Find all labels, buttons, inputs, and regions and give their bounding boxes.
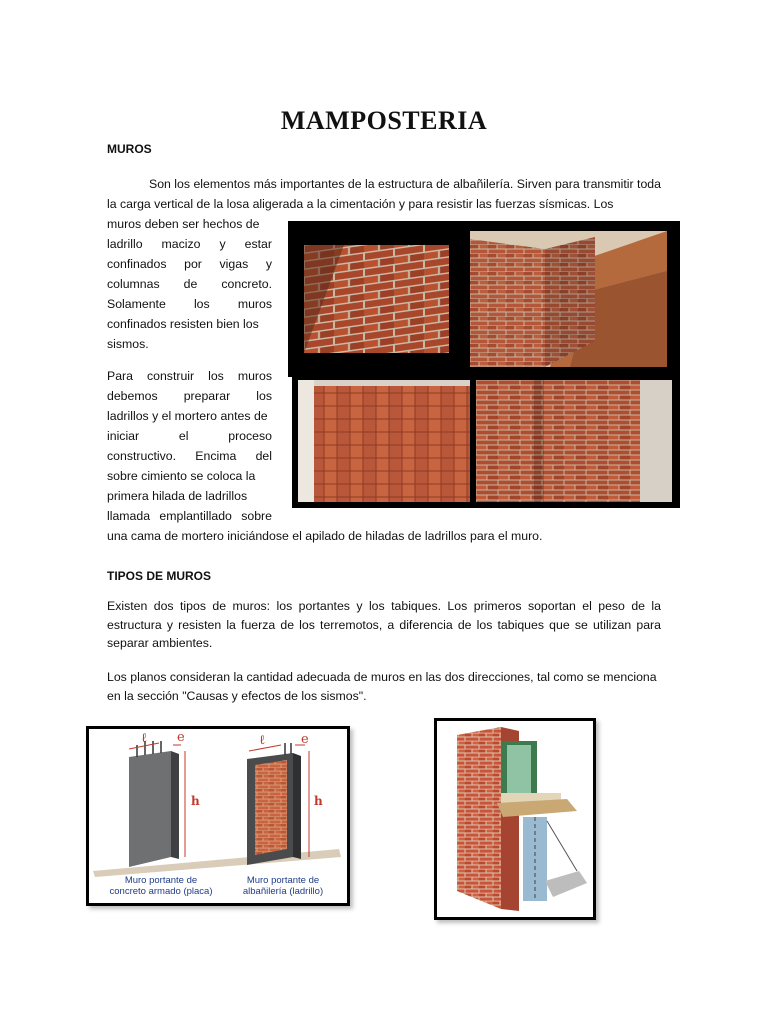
caption-line: Muro portante de: [124, 875, 198, 886]
brick-photo-collage-top: [288, 221, 680, 377]
text-line: iniciar el proceso: [107, 429, 272, 443]
caption-line: Muro portante de: [246, 875, 320, 886]
text-line: sobre cimiento se coloca la: [107, 469, 256, 483]
text-line: Para construir los muros: [107, 369, 272, 383]
brick-photo-collage-bottom: [292, 376, 680, 508]
brick-wall-perspective-photo: [304, 245, 449, 353]
caption-line: albañilería (ladrillo): [242, 886, 324, 897]
section-heading-tipos: TIPOS DE MUROS: [107, 569, 212, 583]
brick-column-photo: [476, 380, 672, 502]
text-line: columnas de concreto.: [107, 277, 272, 291]
text-line: confinados resisten bien los: [107, 317, 259, 331]
wall-types-diagram: [86, 726, 350, 906]
dimension-label-l: ℓ: [141, 731, 148, 746]
text-line: constructivo. Encima del: [107, 449, 272, 463]
muros-closing-line: una cama de mortero iniciándose el apilado de hiladas de ladrillos para el muro.: [107, 529, 543, 543]
caption-concrete-wall: [97, 875, 225, 897]
text-line: primera hilada de ladrillos: [107, 489, 248, 503]
text-line: ladrillo macizo y estar: [107, 237, 272, 251]
dimension-label-e: e: [301, 732, 309, 747]
muros-side-text-1: [107, 214, 272, 354]
text-line: ladrillos y el mortero antes de: [107, 409, 268, 423]
dimension-label-h: h: [191, 794, 200, 808]
text-line: Solamente los muros: [107, 297, 272, 311]
tipos-paragraph-1: Existen dos tipos de muros: los portantes y los tabiques. Los primeros soportan el peso de la estructura y resisten la fuerza de los terremotos, a diferencia de los tabiques que se utilizan para separar ambientes.: [107, 599, 661, 650]
text-line: sismos.: [107, 337, 149, 351]
dimension-label-l: ℓ: [259, 733, 266, 748]
muros-side-text-2: [107, 366, 272, 526]
brick-stack-photo: [298, 380, 470, 502]
dimension-label-e: e: [177, 730, 185, 745]
section-heading-muros: MUROS: [107, 142, 152, 156]
brick-wall-corner-trench-photo: [470, 231, 667, 367]
text-line: confinados por vigas y: [107, 257, 272, 271]
tipos-paragraph-2: Los planos consideran la cantidad adecuada de muros en las dos direcciones, tal como se menciona en la sección "Causas y efectos de los sismos".: [107, 670, 657, 703]
wall-section-illustration: [434, 718, 596, 920]
caption-brick-wall: [225, 875, 341, 897]
caption-line: concreto armado (placa): [109, 886, 213, 897]
dimension-label-h: h: [314, 794, 323, 808]
page-title: MAMPOSTERIA: [280, 106, 488, 135]
text-line: debemos preparar los: [107, 389, 272, 403]
muros-intro-paragraph: Son los elementos más importantes de la estructura de albañilería. Sirven para transmitir toda la carga vertical de la losa aligerada a la cimentación y para resistir las fuerzas sísmicas. Los: [107, 177, 661, 211]
text-line: llamada emplantillado sobre: [107, 509, 272, 523]
text-line: muros deben ser hechos de: [107, 217, 260, 231]
